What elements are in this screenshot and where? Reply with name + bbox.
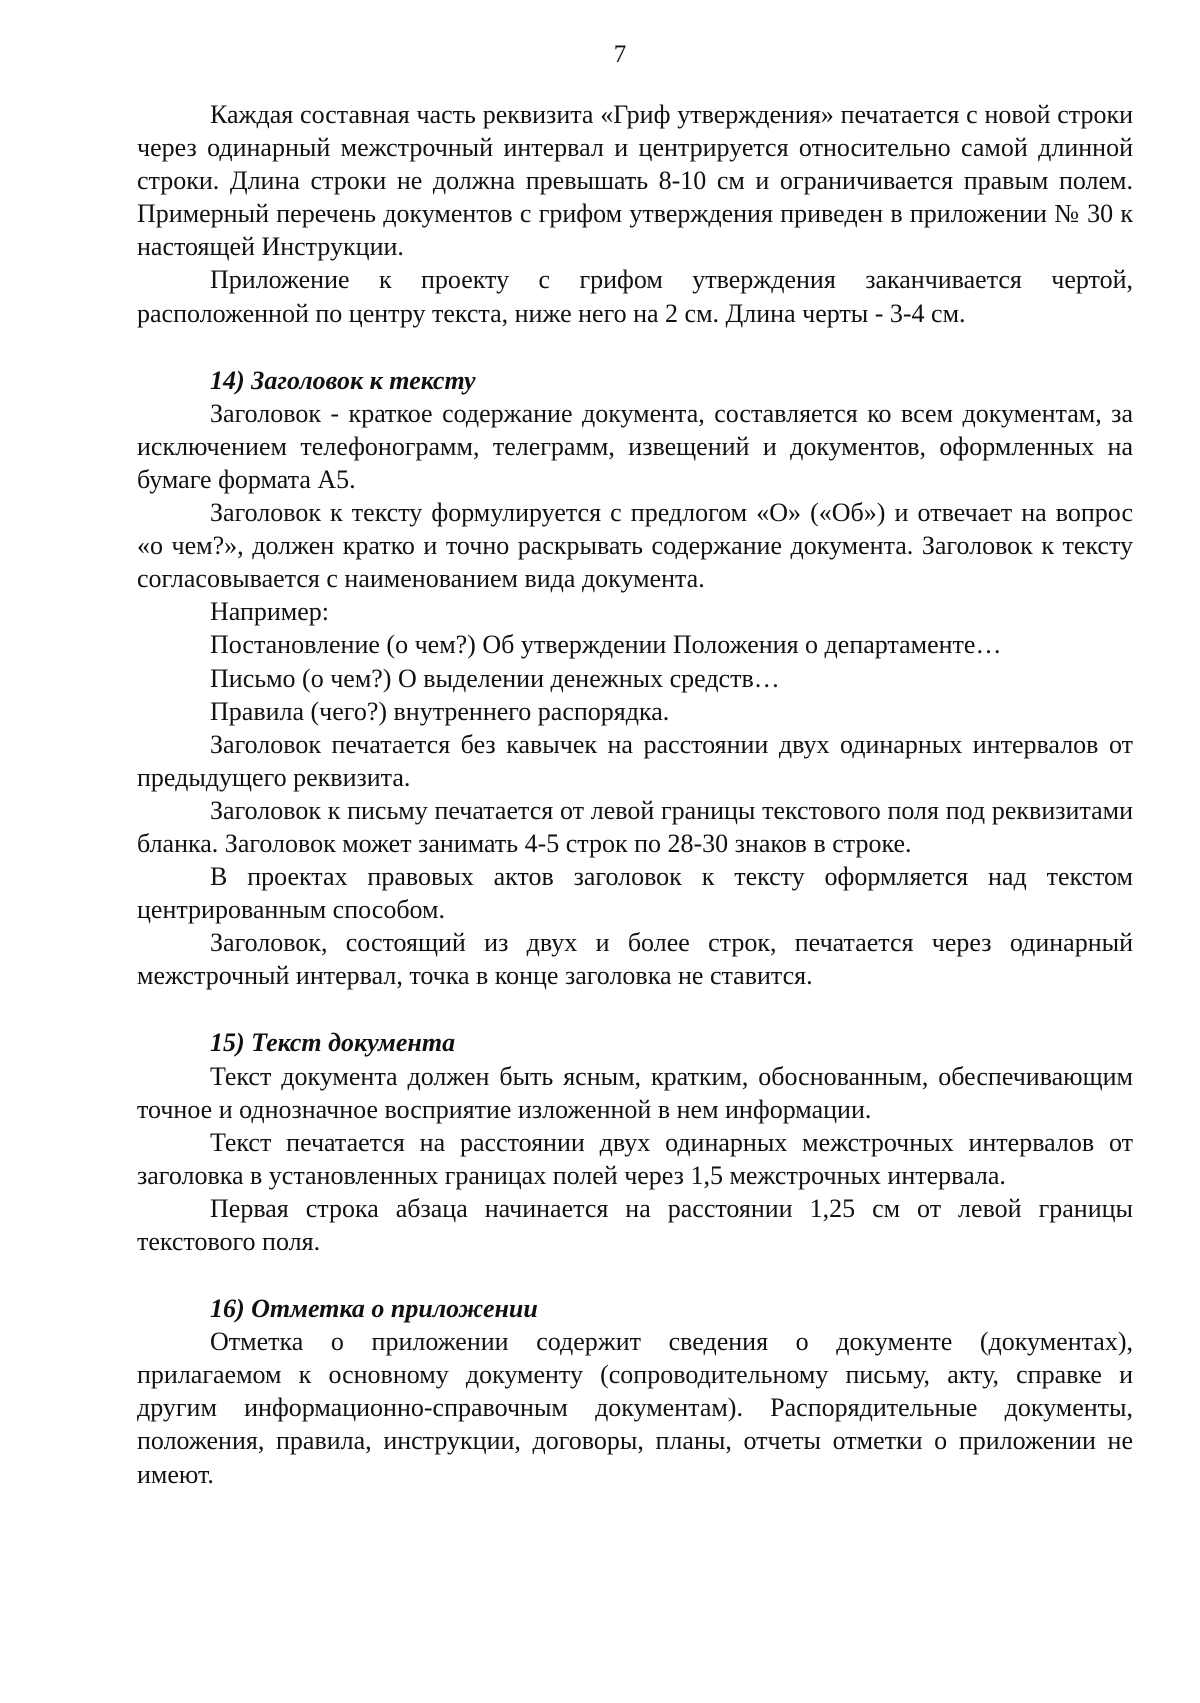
paragraph: Заголовок, состоящий из двух и более строк, печатается через одинарный межстрочный интервал, точка в конце заголовка не ставится. xyxy=(137,928,1133,991)
paragraph: Заголовок - краткое содержание документа, составляется ко всем документам, за исключением телефонограмм, телеграмм, извещений и документов, оформленных на бумаге формата А5. xyxy=(137,398,1133,494)
paragraph: Заголовок печатается без кавычек на расстоянии двух одинарных интервалов от предыдущего реквизита. xyxy=(137,729,1133,792)
paragraph: Текст печатается на расстоянии двух одинарных межстрочных интервалов от заголовка в установленных границах полей через 1,5 межстрочных интервала. xyxy=(137,1127,1133,1190)
paragraph: Каждая составная часть реквизита «Гриф утверждения» печатается с новой строки через одинарный межстрочный интервал и центрируется относительно самой длинной строки. Длина строки не должна превышать 8-10 см и ограничивается правым полем. Примерный перечень документов с грифом утверждения приведен в приложении № 30 к настоящей Инструкции. xyxy=(137,100,1133,262)
paragraph: Отметка о приложении содержит сведения о документе (документах), прилагаемом к основному документу (сопроводительному письму, акту, справке и другим информационно-справочным документам). Распорядительные документы, положения, правила, инструкции, договоры, планы, отчеты отметки о приложении не имеют. xyxy=(137,1327,1133,1489)
paragraph: Первая строка абзаца начинается на расстоянии 1,25 см от левой границы текстового поля. xyxy=(137,1193,1133,1256)
example-line: Письмо (о чем?) О выделении денежных средств… xyxy=(210,663,780,693)
paragraph: Заголовок к тексту формулируется с предлогом «О» («Об») и отвечает на вопрос «о чем?», должен кратко и точно раскрывать содержание документа. Заголовок к тексту согласовывается с наименованием вида документа. xyxy=(137,498,1133,594)
section-heading: 16) Отметка о приложении xyxy=(210,1294,538,1324)
section-heading: 14) Заголовок к тексту xyxy=(210,365,476,395)
example-line: Правила (чего?) внутреннего распорядка. xyxy=(210,696,670,726)
document-body xyxy=(137,98,1133,1491)
paragraph: Заголовок к письму печатается от левой границы текстового поля под реквизитами бланка. Заголовок может занимать 4-5 строк по 28-30 знаков в строке. xyxy=(137,795,1133,858)
section-heading: 15) Текст документа xyxy=(210,1028,456,1058)
paragraph: Например: xyxy=(210,597,330,627)
page-number: 7 xyxy=(613,41,627,68)
example-line: Постановление (о чем?) Об утверждении Положения о департаменте… xyxy=(210,630,1002,660)
paragraph: Приложение к проекту с грифом утверждения заканчивается чертой, расположенной по центру текста, ниже него на 2 см. Длина черты - 3-4 см. xyxy=(137,265,1133,328)
paragraph: Текст документа должен быть ясным, кратким, обоснованным, обеспечивающим точное и однозначное восприятие изложенной в нем информации. xyxy=(137,1061,1133,1124)
paragraph: В проектах правовых актов заголовок к тексту оформляется над текстом центрированным способом. xyxy=(137,862,1133,925)
